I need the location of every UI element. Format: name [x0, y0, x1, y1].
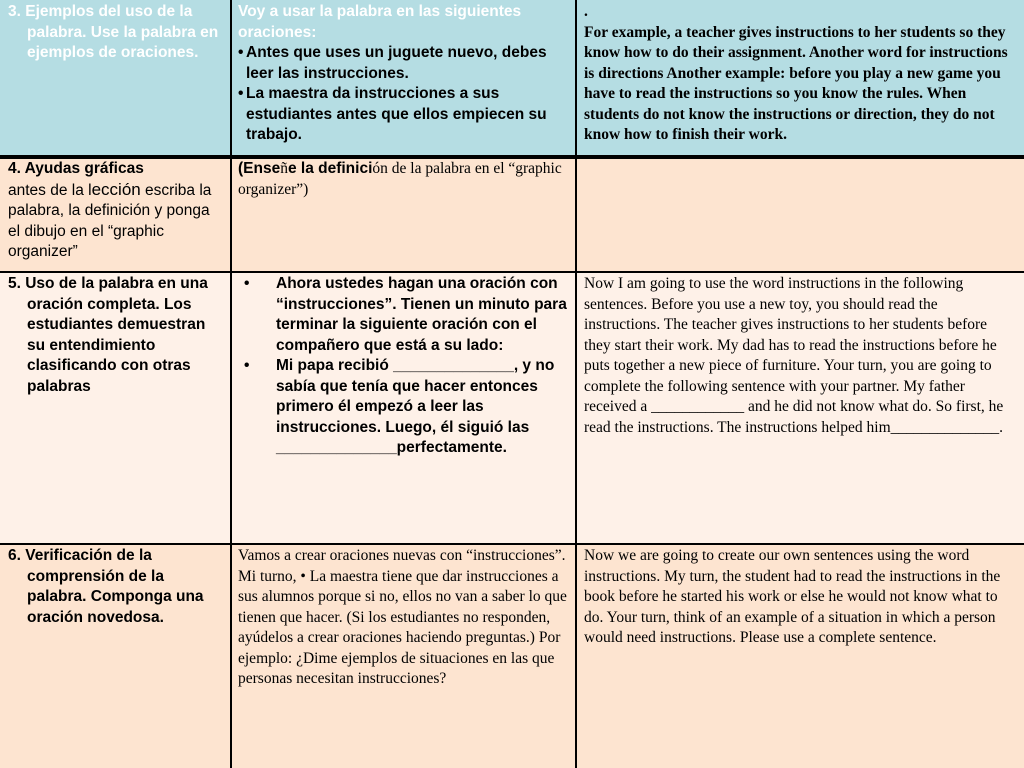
- row3-spanish-item-1: • Antes que uses un juguete nuevo, debes leer las instrucciones.: [238, 44, 547, 82]
- row6-english-cell: [576, 544, 1024, 768]
- row6-spanish-cell: [231, 544, 576, 768]
- column-divider: [575, 0, 577, 768]
- row5-spanish-cell: [231, 272, 576, 544]
- row3-spanish-cell: [231, 0, 576, 157]
- row4-label-title: 4. Ayudas gráficas: [8, 160, 144, 177]
- row-divider: [0, 543, 1024, 545]
- row4-english-cell: [576, 157, 1024, 272]
- bullet-icon: •: [244, 275, 250, 292]
- row3-label: 3. Ejemplos del uso de la palabra. Use la palabra en ejemplos de oraciones.: [8, 3, 219, 61]
- row3-english-text: For example, a teacher gives instructions to her students so they know how to do their assignment. Another word for instructions is directions Another example: before you play a new game you have to read the instructions so you know the rules. When students do not know the instructions or direction, they do not know how to finish their work.: [584, 23, 1008, 143]
- row6-spanish-text: Vamos a crear oraciones nuevas con “instrucciones”. Mi turno, • La maestra tiene que dar instrucciones a sus alumnos porque si no, ellos no van a saber lo que tienen que hacer. (Si los estudiantes no responden, ayúdelos a crear oraciones haciendo preguntas.) Por ejemplo: ¿Dime ejemplos de situaciones en las que personas necesitan instrucciones?: [238, 547, 567, 687]
- row5-spanish-item-2: • Mi papa recibió ______________, y no sabía que tenía que hacer entonces primero él empezó a leer las instrucciones. Luego, él siguió las ______________perfectamente.: [244, 357, 555, 456]
- row6-english-text: Now we are going to create our own sentences using the word instructions. My turn, the student had to read the instructions in the book before he started his work or else he would not know what to do. Your turn, think of an example of a situation in which a person would need instructions. Please use a complete sentence.: [584, 547, 1001, 646]
- row3-english-cell: [576, 0, 1024, 157]
- row5-label-cell: [0, 272, 231, 544]
- row3-spanish-intro: Voy a usar la palabra en las siguientes oraciones:: [238, 3, 522, 41]
- row5-english-cell: [576, 272, 1024, 544]
- bullet-icon: •: [244, 357, 250, 374]
- row-divider-thick: [0, 155, 1024, 159]
- row5-english-text: Now I am going to use the word instructions in the following sentences. Before you use a new toy, you should read the instructions. The teacher gives instructions to her students before they start their work. My dad has to read the instructions before he puts together a new piece of furniture. Your turn, you are going to complete the following sentence with your partner. My father received a ____________ and he did not know what do. So first, he read the instructions. The instructions helped him______________.: [584, 275, 1004, 436]
- row5-spanish-item-1: • Ahora ustedes hagan una oración con “instrucciones”. Tienen un minuto para terminar la siguiente oración con el compañero que está a su lado:: [244, 275, 567, 354]
- row6-label-cell: [0, 544, 231, 768]
- column-divider: [230, 0, 232, 768]
- row3-english-dot: .: [584, 3, 588, 20]
- row4-label-cell: [0, 157, 231, 272]
- row3-label-cell: [0, 0, 231, 157]
- row5-label: 5. Uso de la palabra en una oración completa. Los estudiantes demuestran su entendimiento clasificando con otras palabras: [8, 275, 208, 395]
- row3-spanish-item-2: • La maestra da instrucciones a sus estudiantes antes que ellos empiecen su trabajo.: [238, 85, 547, 143]
- bullet-icon: •: [238, 85, 244, 102]
- row4-spanish-text: (Enseñe la definición de la palabra en el “graphic organizer”): [238, 160, 562, 198]
- row4-label-body: antes de la lección escriba la palabra, la definición y ponga el dibujo en el “graphic organizer”: [8, 179, 212, 260]
- row-divider: [0, 271, 1024, 273]
- row6-label: 6. Verificación de la comprensión de la palabra. Componga una oración novedosa.: [8, 547, 204, 626]
- row4-spanish-cell: [231, 157, 576, 272]
- bullet-icon: •: [238, 44, 244, 61]
